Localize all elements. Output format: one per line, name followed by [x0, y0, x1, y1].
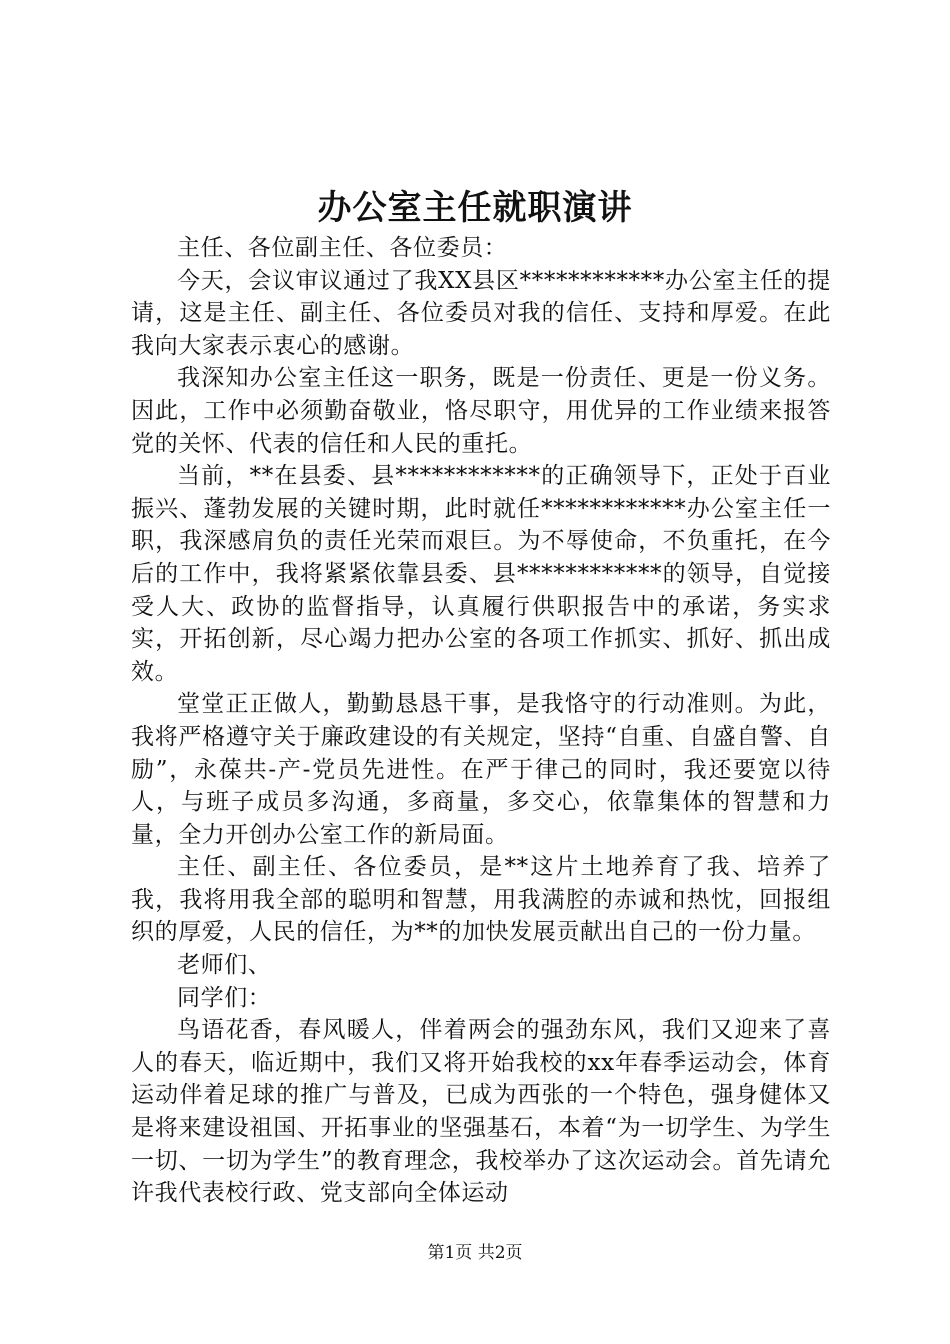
paragraph: 我深知办公室主任这一职务，既是一份责任、更是一份义务。因此，工作中必须勤奋敬业，恪尽职守，用优异的工作业绩来报答党的关怀、代表的信任和人民的重托。: [131, 365, 831, 457]
document-body: [131, 232, 831, 1210]
paragraph: 鸟语花香，春风暖人，伴着两会的强劲东风，我们又迎来了喜人的春天，临近期中，我们又将开始我校的xx年春季运动会，体育运动伴着足球的推广与普及，已成为西张的一个特色，强身健体又是将来建设祖国、开拓事业的坚强基石，本着“为一切学生、为学生一切、一切为学生”的教育理念，我校举办了这次运动会。首先请允许我代表校行政、党支部向全体运动: [131, 1017, 831, 1207]
page-number-footer: 第1页 共2页: [427, 1243, 523, 1263]
paragraph: 今天，会议审议通过了我XX县区************办公室主任的提请，这是主任、副主任、各位委员对我的信任、支持和厚爱。在此我向大家表示衷心的感谢。: [131, 267, 831, 359]
paragraph: 当前，**在县委、县************的正确领导下，正处于百业振兴、蓬勃发展的关键时期，此时就任************办公室主任一职，我深感肩负的责任光荣而艰巨。为不辱使命，不负重托，在今后的工作中，我将紧紧依靠县委、县************的领导，自觉接受人大、政协的监督指导，认真履行供职报告中的承诺，务实求实，开拓创新，尽心竭力把办公室的各项工作抓实、抓好、抓出成效。: [131, 463, 831, 685]
paragraph: 主任、副主任、各位委员，是**这片土地养育了我、培养了我，我将用我全部的聪明和智慧，用我满腔的赤诚和热忱，回报组织的厚爱，人民的信任，为**的加快发展贡献出自己的一份力量。: [131, 854, 831, 946]
paragraph: 堂堂正正做人，勤勤恳恳干事，是我恪守的行动准则。为此，我将严格遵守关于廉政建设的有关规定，坚持“自重、自盛自警、自励”，永葆共-产-党员先进性。在严于律己的同时，我还要宽以待人，与班子成员多沟通，多商量，多交心，依靠集体的智慧和力量，全力开创办公室工作的新局面。: [131, 691, 831, 848]
salutation: 主任、各位副主任、各位委员：: [177, 235, 508, 261]
salutation: 同学们：: [177, 984, 272, 1011]
document-title: 办公室主任就职演讲: [317, 188, 633, 228]
salutation: 老师们、: [177, 952, 272, 979]
